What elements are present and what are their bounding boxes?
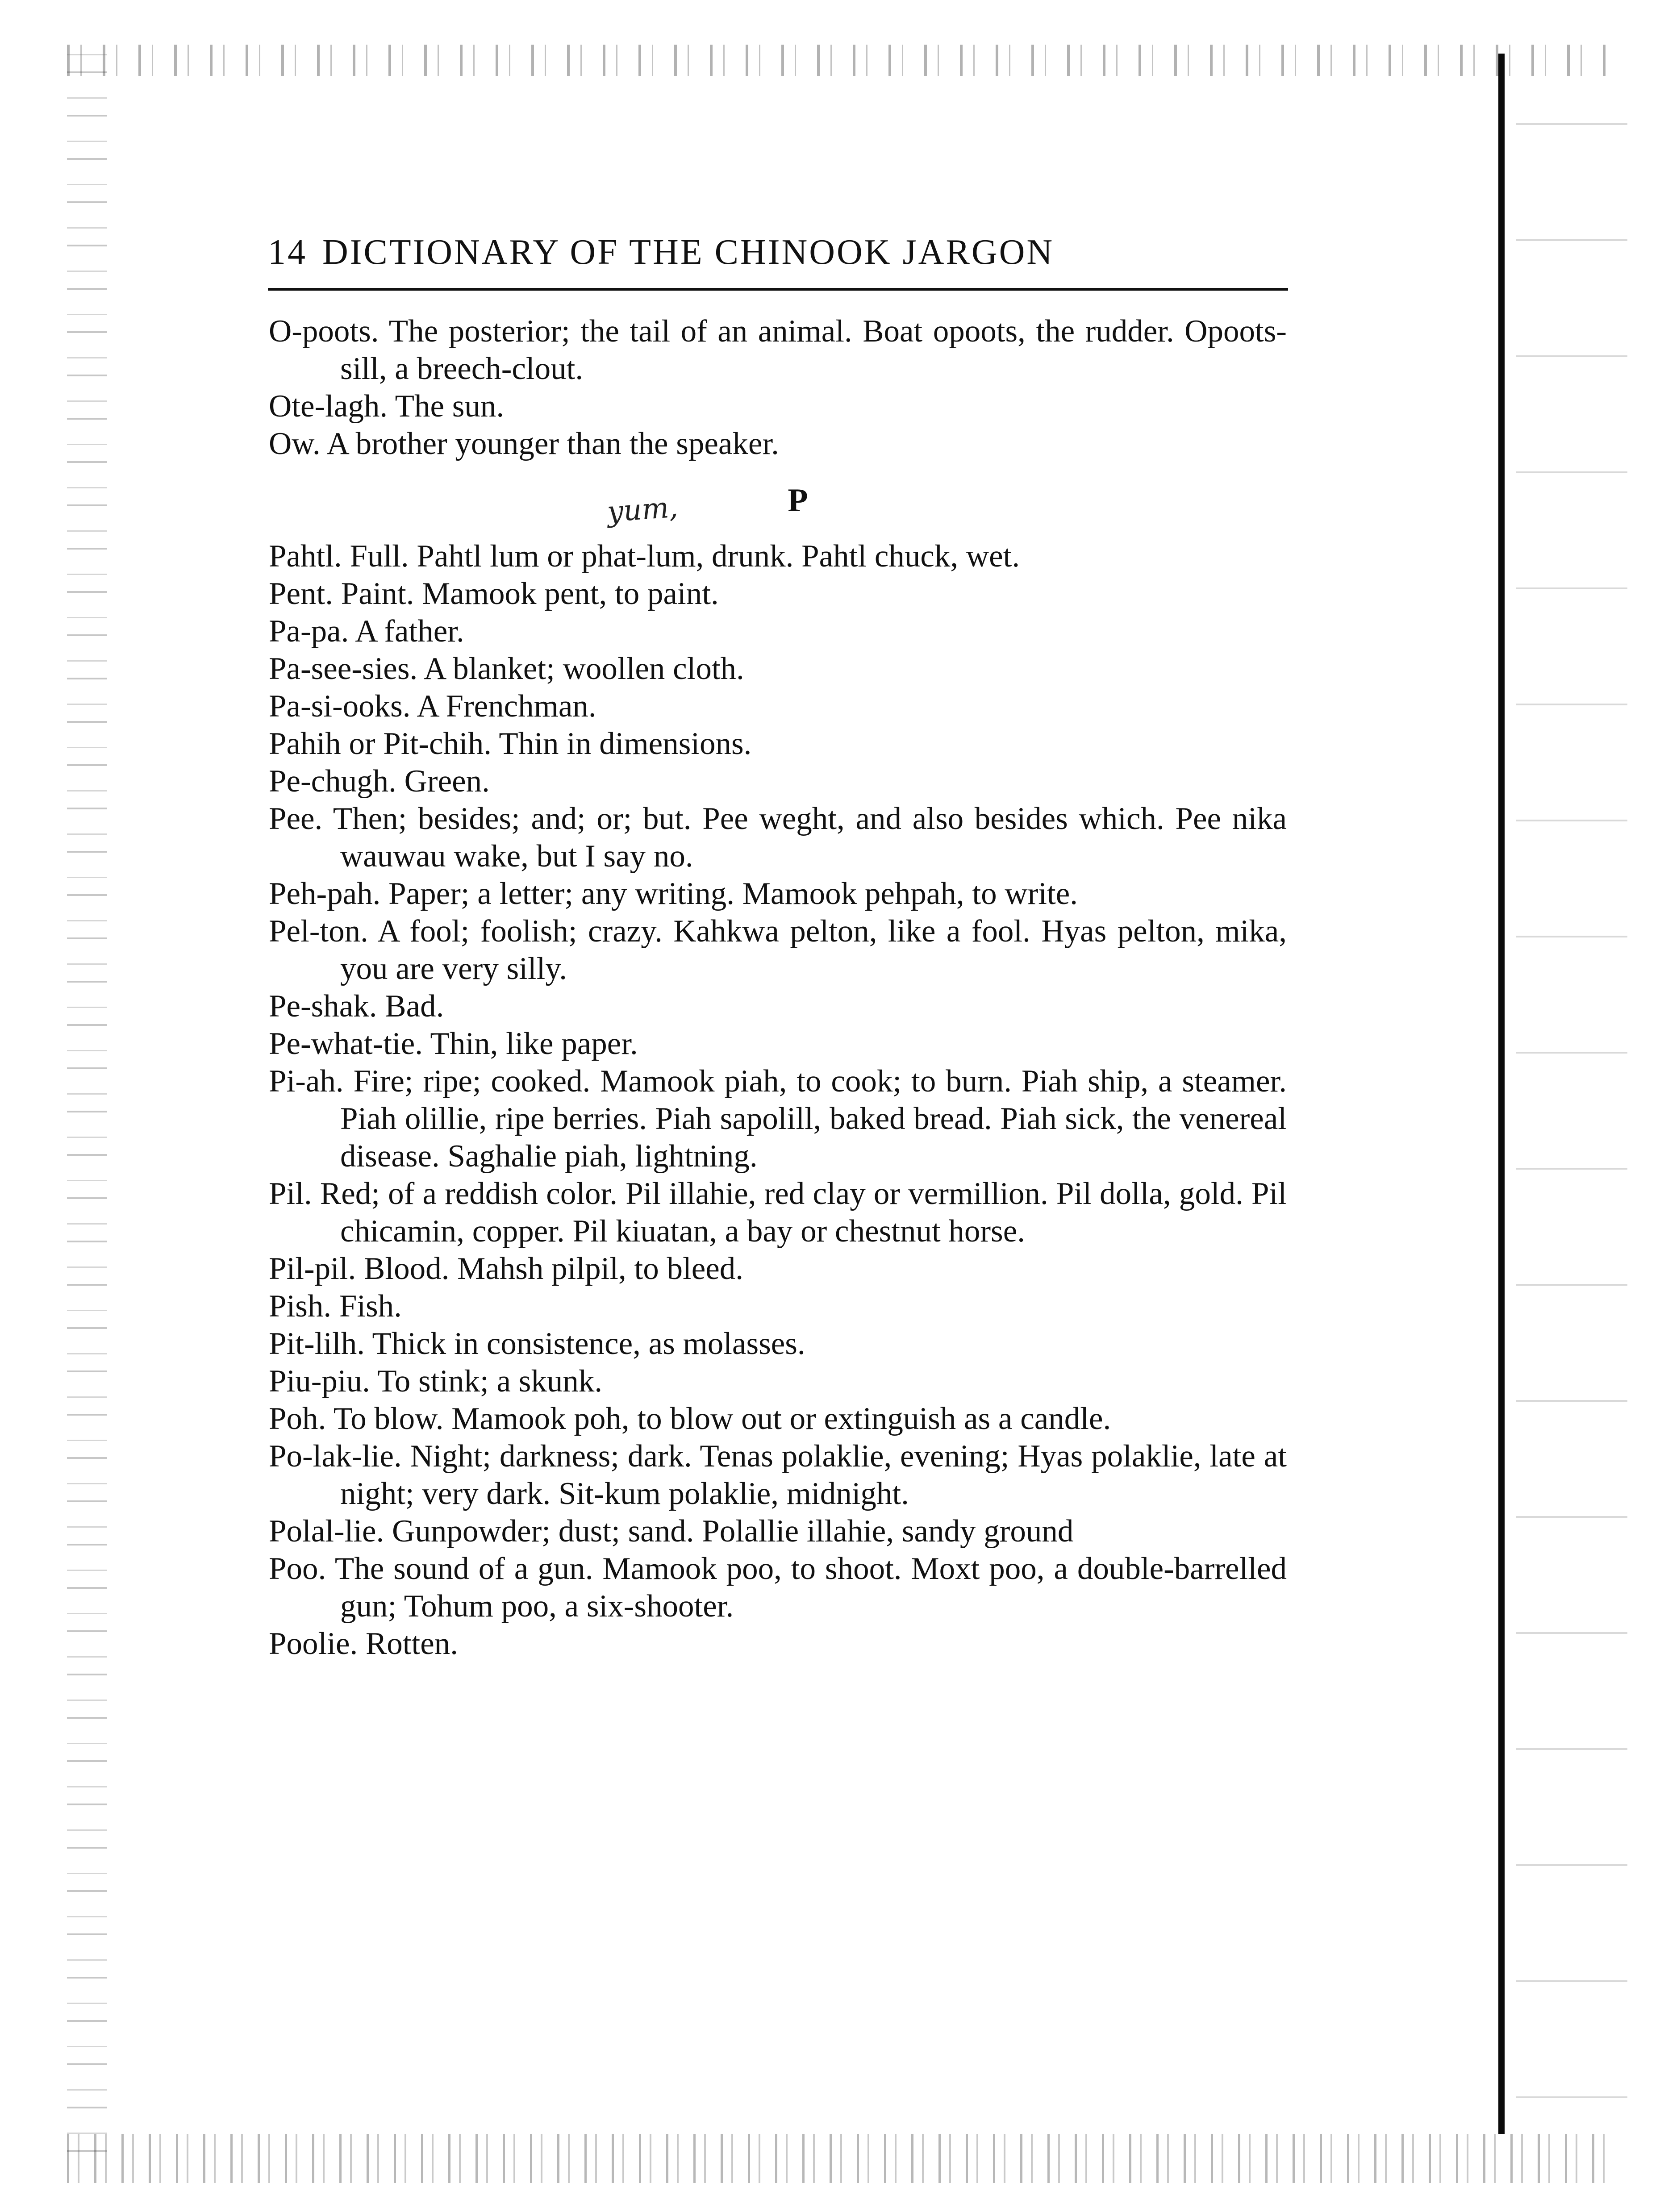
dictionary-entry: Pit-lilh. Thick in consistence, as molasses.	[269, 1326, 805, 1361]
dictionary-entry: Pil. Red; of a reddish color. Pil illahie, red clay or vermillion. Pil dolla, gold. Pil chicamin, copper. Pil kiuatan, a bay or chestnut horse.	[269, 1176, 1287, 1249]
dictionary-entry: Poh. To blow. Mamook poh, to blow out or extinguish as a candle.	[269, 1401, 1111, 1436]
dictionary-entry: Po-lak-lie. Night; darkness; dark. Tenas polaklie, evening; Hyas polaklie, late at night; very dark. Sit-kum polaklie, midnight.	[269, 1439, 1287, 1511]
dictionary-entry: Pe-what-tie. Thin, like paper.	[269, 1026, 638, 1061]
dictionary-entry: Ow. A brother younger than the speaker.	[269, 426, 779, 461]
dictionary-entry: Pi-ah. Fire; ripe; cooked. Mamook piah, to cook; to burn. Piah ship, a steamer. Piah olillie, ripe berries. Piah sapolill, baked bread. Piah sick, the venereal disease. Saghalie piah, lightning.	[269, 1064, 1287, 1174]
dictionary-entry: Pel-ton. A fool; foolish; crazy. Kahkwa pelton, like a fool. Hyas pelton, mika, you are very silly.	[269, 914, 1287, 986]
dictionary-entry: Pa-si-ooks. A Frenchman.	[269, 689, 596, 724]
dictionary-entry: Pahih or Pit-chih. Thin in dimensions.	[269, 726, 752, 761]
dictionary-entry: Peh-pah. Paper; a letter; any writing. Mamook pehpah, to write.	[269, 876, 1078, 911]
dictionary-entry: Polal-lie. Gunpowder; dust; sand. Polallie illahie, sandy ground	[269, 1514, 1074, 1549]
dictionary-entry: Poo. The sound of a gun. Mamook poo, to shoot. Moxt poo, a double-barrelled gun; Tohum poo, a six-shooter.	[269, 1551, 1287, 1624]
dictionary-entry: Ote-lagh. The sun.	[269, 389, 505, 424]
dictionary-entry: Pe-chugh. Green.	[269, 764, 490, 799]
scan-noise-right	[1516, 54, 1627, 2152]
dictionary-entry: O-poots. The posterior; the tail of an animal. Boat opoots, the rudder. Opoots-sill, a breech-clout.	[269, 314, 1287, 386]
dictionary-entry: Pahtl. Full. Pahtl lum or phat-lum, drunk. Pahtl chuck, wet.	[269, 539, 1020, 574]
page-number: 14	[268, 233, 307, 272]
scan-noise-left	[67, 54, 107, 2152]
dictionary-entry: Pe-shak. Bad.	[269, 989, 444, 1024]
page-edge-line	[1498, 54, 1505, 2134]
dictionary-entry: Pil-pil. Blood. Mahsh pilpil, to bleed.	[269, 1251, 744, 1286]
dictionary-entry: Pent. Paint. Mamook pent, to paint.	[269, 576, 719, 611]
dictionary-entries	[269, 312, 1287, 1662]
dictionary-entry: Pish. Fish.	[269, 1289, 402, 1324]
page-header	[268, 232, 1286, 290]
dictionary-entry: Poolie. Rotten.	[269, 1626, 459, 1661]
dictionary-entry: Pa-pa. A father.	[269, 614, 464, 649]
scan-noise-bottom	[67, 2134, 1607, 2183]
dictionary-entry: Pa-see-sies. A blanket; woollen cloth.	[269, 651, 744, 686]
dictionary-entry: Piu-piu. To stink; a skunk.	[269, 1364, 603, 1399]
section-letter: P	[788, 482, 808, 519]
dictionary-entry: Pee. Then; besides; and; or; but. Pee weght, and also besides which. Pee nika wauwau wake, but I say no.	[269, 801, 1287, 874]
scan-noise-top	[67, 45, 1607, 76]
handwritten-annotation: yum,	[606, 491, 679, 529]
header-rule	[268, 288, 1288, 291]
page-title: DICTIONARY OF THE CHINOOK JARGON	[322, 233, 1055, 272]
